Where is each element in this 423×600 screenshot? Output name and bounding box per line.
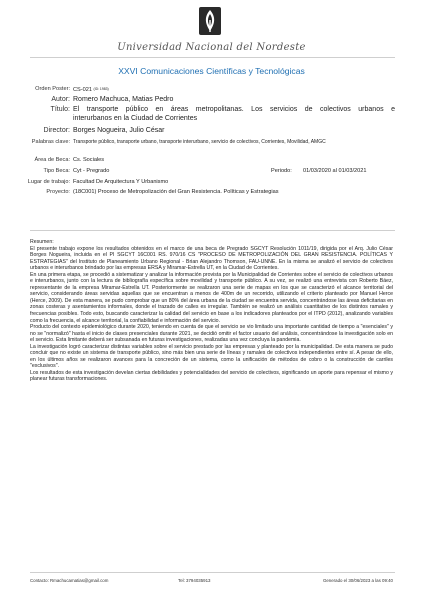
abstract-paragraph-4: La investigación logró caracterizar distintas variables sobre el servicio prestado por las empresas y planteado por la municipalidad. De esta manera se pudo concluir que no existe un sistema de transporte público, sino más bien una serie de líneas y ramales de colectivos independientes entre sí. A pesar de ello, en los últimos años se realizaron avances para la concreción de un sistema, como la unificación de métodos de cobro o la construcción de carriles "exclusivos".	[30, 343, 393, 370]
titulo-line1: El transporte público en áreas metropolitanas. Los servicios de colectivos urbanos e	[73, 106, 395, 113]
autor-label: Autor:	[51, 96, 70, 103]
autor-value: Romero Machuca, Matias Pedro	[73, 96, 174, 103]
area-label: Área de Beca:	[34, 157, 70, 163]
orden-label: Orden Poster:	[35, 86, 70, 92]
titulo-line2: interurbanos en la Ciudad de Corrientes	[73, 115, 198, 122]
university-name: Universidad Nacional del Nordeste	[117, 42, 306, 53]
abstract-heading: Resumen:	[30, 239, 54, 245]
titulo-label: Título:	[50, 106, 70, 113]
abstract-paragraph-2: En una primera etapa, se procedió a sistematizar y analizar la información provista por la Municipalidad de Corrientes sobre el servicio de colectivos urbanos e interurbanos, junto con la lectura de bibliografía específica sobre movilidad y transporte público. A su vez, se realizó una entrevista con Roberto Báez, representante de la empresa Miramar-Estrella UT. Posteriormente se realizaron una serie de mapas en los que se caracterizó el alcance territorial del servicio, considerando áreas servidas aquellas que se encuentran a menos de 400m de un recorrido, utilizando el criterio planteado por Manuel Herce (Herce, 2009). De esta manera, se pudo comprobar que un 80% del área urbana de la ciudad se encuentra servida, concentrándose las áreas deficitarias en zonas costeras y asentamientos informales, donde el trazado de calles es irregular. También se realizó un análisis cuantitativo de los distintos ramales y frecuencias posibles. Todo esto, buscando caracterizar la calidad del servicio en base a los indicadores planteados por el ITPD (2012), analizando variables como la frecuencia, el alcance territorial, la confiabilidad e información del servicio.	[30, 271, 393, 324]
metadata-divider	[30, 230, 395, 231]
event-title: XXVI Comunicaciones Científicas y Tecnológicas	[118, 66, 305, 76]
proyecto-label: Proyecto:	[46, 189, 70, 195]
periodo-value: 01/03/2020 al 01/03/2021	[303, 168, 367, 174]
tipo-label: Tipo Beca:	[43, 168, 70, 174]
lugar-value: Facultad De Arquitectura Y Urbanismo	[73, 179, 169, 185]
abstract-section	[30, 239, 393, 383]
area-value: Cs. Sociales	[73, 157, 105, 163]
footer-generated: Generado el 30/06/2023 a las 09:40	[322, 578, 393, 583]
header-divider	[30, 57, 395, 58]
periodo-label: Periodo:	[271, 168, 292, 174]
university-logo-icon	[198, 6, 222, 36]
abstract-paragraph-3: Producto del contexto epidemiológico durante 2020, teniendo en cuenta de que el servicio se vio limitado una importante cantidad de tiempo a "esenciales" y no se "normalizó" hasta el inicio de clases presenciales durante 2021, se decidió omitir el factor usuario del análisis, concentrándose la investigación solo en el servicio. Esta limitante deberá ser subsanada en futuras investigaciones, realizadas una vez concluya la pandemia.	[30, 324, 393, 344]
lugar-label: Lugar de trabajo:	[27, 179, 70, 185]
tipo-value: Cyt - Pregrado	[73, 168, 110, 174]
director-value: Borges Nogueira, Julio César	[73, 127, 165, 134]
orden-id: (ID: 1983)	[93, 87, 109, 91]
palabras-value: Transporte público, transporte urbano, transporte interurbano, servicio de colectivos, Corrientes, Movilidad, AMGC	[73, 139, 326, 145]
orden-value: CS-021 (ID: 1983)	[73, 86, 109, 93]
director-label: Director:	[43, 127, 70, 134]
palabras-label: Palabras clave:	[31, 139, 70, 145]
proyecto-value: (18C001) Proceso de Metropolización del Gran Resistencia. Políticas y Estrategias	[73, 189, 279, 195]
abstract-paragraph-1: El presente trabajo expone los resultados obtenidos en el marco de una beca de Pregrado SGCYT Resolución 1011/19, dirigida por el Arq. Julio César Borges Nogueira, incluida en el PI SGCYT 16C001 RS. 970/16 CS "PROCESO DE METROPOLIZACIÓN DEL GRAN RESISTENCIA. POLÍTICAS Y ESTRATEGIAS" del Instituto de Planeamiento Urbano Regional - Brian Alejandro Thomson, FAU-UNNE. En la misma se analizó el servicio de colectivos urbanos e interurbanos brindado por las empresas ERSA y Miramar-Estrella UT, en la Ciudad de Corrientes.	[30, 245, 393, 272]
footer-contact: Contacto: Rmachucamatias@gmail.com	[30, 578, 109, 583]
footer-divider	[30, 572, 395, 573]
footer-phone: Tel: 3794035913	[178, 578, 211, 583]
abstract-paragraph-5: Los resultados de esta investigación develan ciertas debilidades y potencialidades del servicio de colectivos, significando un aporte para repensar el mismo y planear futuras transformaciones.	[30, 369, 393, 383]
